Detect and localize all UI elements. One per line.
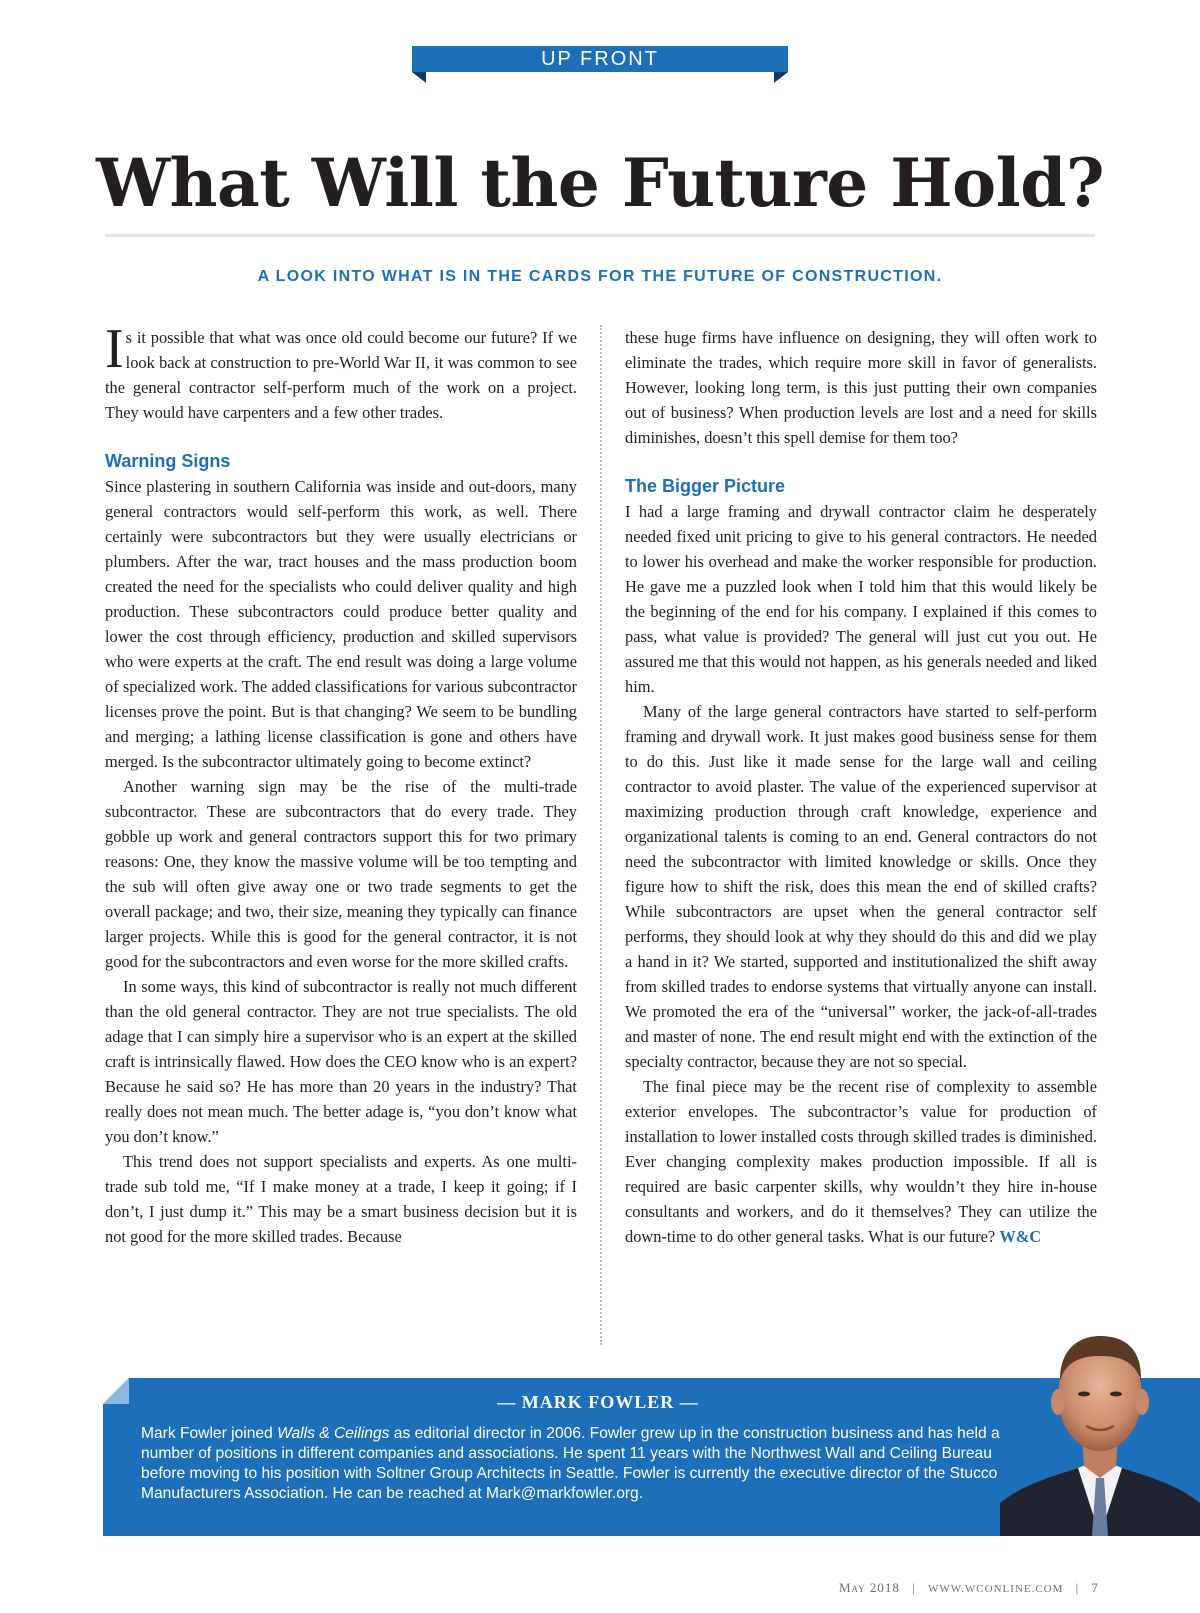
issue-date: May 2018	[838, 1580, 900, 1595]
right-column	[625, 325, 1097, 1249]
footer-separator: |	[1075, 1580, 1080, 1595]
page-number: 7	[1091, 1580, 1099, 1595]
body-paragraph	[625, 1074, 1097, 1249]
column-divider	[600, 325, 602, 1345]
author-portrait	[1000, 1318, 1200, 1536]
bio-text-start: Mark Fowler joined	[141, 1425, 278, 1442]
dropcap: I	[105, 318, 124, 380]
body-paragraph: I had a large framing and drywall contractor claim he desperately needed fixed unit pricing to give to his general contractors. He needed to lower his overhead and make the worker responsible for production. He gave me a puzzled look when I told him that this would likely be the beginning of the end for his company. I explained if this comes to pass, what value is provided? The general will just cut you out. He assured me that this would not happen, as his generals needed and liked him.	[625, 502, 1097, 696]
intro-paragraph	[105, 318, 577, 425]
website: WWW.WCONLINE.COM	[928, 1583, 1064, 1595]
publication-name: Walls & Ceilings	[277, 1425, 390, 1442]
section-label: UP FRONT	[541, 48, 659, 70]
banner-fold-left	[412, 72, 426, 83]
banner-fold-right	[774, 72, 788, 83]
bio-text-end: as editorial director in 2006. Fowler grew up in the construction business and has held a number of positions in different companies and associations. He spent 11 years with the Northwest Wall and Ceiling Bureau before moving to his position with Soltner Group Architects in Seattle. Fowler is currently the executive director of the Stucco Manufacturers Association. He can be reached at Mark@markfowler.org.	[141, 1425, 1000, 1502]
footer-separator: |	[912, 1580, 916, 1595]
heading-bigger-picture: The Bigger Picture	[625, 476, 786, 496]
body-paragraph: these huge firms have influence on designing, they will often work to eliminate the trades, which require more skill in favor of generalists. However, looking long term, is this just putting their own companies out of business? When production levels are lost and a need for skills diminishes, doesn’t this spell demise for them too?	[625, 328, 1097, 447]
author-bio-text	[141, 1424, 1021, 1504]
page-footer	[835, 1580, 1103, 1596]
intro-text: s it possible that what was once old could become our future? If we look back at construction to pre-World War II, it was common to see the general contractor self-perform much of the work on a project. They would have carpenters and a few other trades.	[105, 328, 577, 422]
headline: What Will the Future Hold?	[95, 144, 1105, 222]
closing-text: The final piece may be the recent rise of complexity to assemble exterior envelopes. The subcontractor’s value for production of installation to lower installed costs through skilled trades is diminished. Ever changing complexity makes production impossible. If all is required are basic carpenter skills, why wouldn’t they hire in-house consultants and workers, and do it themselves? They can utilize the down-time to do other general tasks. What is our future?	[625, 1077, 1097, 1246]
heading-warning-signs: Warning Signs	[105, 451, 231, 471]
body-paragraph: In some ways, this kind of subcontractor is really not much different than the old general contractor. They are not true specialists. The old adage that I can simply hire a supervisor who is an expert at the skilled craft is intrinsically flawed. How does the CEO know who is an expert? Because he said so? He has more than 20 years in the industry? That really does not mean much. The better adage is, “you don’t know what you don’t know.”	[105, 977, 577, 1146]
deck: A LOOK INTO WHAT IS IN THE CARDS FOR THE FUTURE OF CONSTRUCTION.	[257, 268, 943, 285]
section-banner	[412, 46, 788, 72]
end-mark: W&C	[999, 1227, 1042, 1246]
body-paragraph: Another warning sign may be the rise of the multi-trade subcontractor. These are subcontractors that do every trade. They gobble up work and general contractors support this for two primary reasons: One, they know the massive volume will be too tempting and the sub will often give away one or two trade segments to get the overall package; and two, their size, meaning they typically can finance larger projects. While this is good for the general contractor, it is not good for the subcontractors and even worse for the more skilled crafts.	[105, 777, 577, 971]
headline-rule	[105, 234, 1095, 237]
body-paragraph: This trend does not support specialists and experts. As one multi-trade sub told me, “If I make money at a trade, I keep it going; if I don’t, I just dump it.” This may be a smart business decision but it is not good for the more skilled trades. Because	[105, 1152, 577, 1246]
author-name: — MARK FOWLER —	[497, 1392, 699, 1412]
body-paragraph: Since plastering in southern California was inside and out-doors, many general contractors would self-perform this work, as well. There certainly were subcontractors but they were usually electricians or plumbers. After the war, tract houses and the mass production boom created the need for the specialists who could deliver quality and high production. These subcontractors could produce better quality and lower the cost through efficiency, production and skilled supervisors who were experts at the craft. The end result was doing a large volume of specialized work. The added classifications for various subcontractor licenses prove the point. But is that changing? We seem to be bundling and merging; a lathing license classification is gone and others have merged. Is the subcontractor ultimately going to become extinct?	[105, 477, 577, 771]
body-paragraph: Many of the large general contractors have started to self-perform framing and drywall work. It just makes good business sense for them to do this. Just like it made sense for the large wall and ceiling contractor to avoid plaster. The value of the experienced supervisor at maximizing production through craft knowledge, experience and organizational talents is coming to an end. General contractors do not need the subcontractor with limited knowledge or skills. Once they figure how to shift the risk, does this mean the end of skilled crafts? While subcontractors are upset when the general contractor self performs, they should look at why they should do this and did we play a hand in it? We started, supported and institutionalized the shift away from skilled trades to endorse systems that virtually anyone can install. We promoted the era of the “universal” worker, the jack-of-all-trades and master of none. The end result might end with the extinction of the specialty contractor, because they are not so special.	[625, 702, 1097, 1071]
left-column	[105, 318, 577, 1249]
